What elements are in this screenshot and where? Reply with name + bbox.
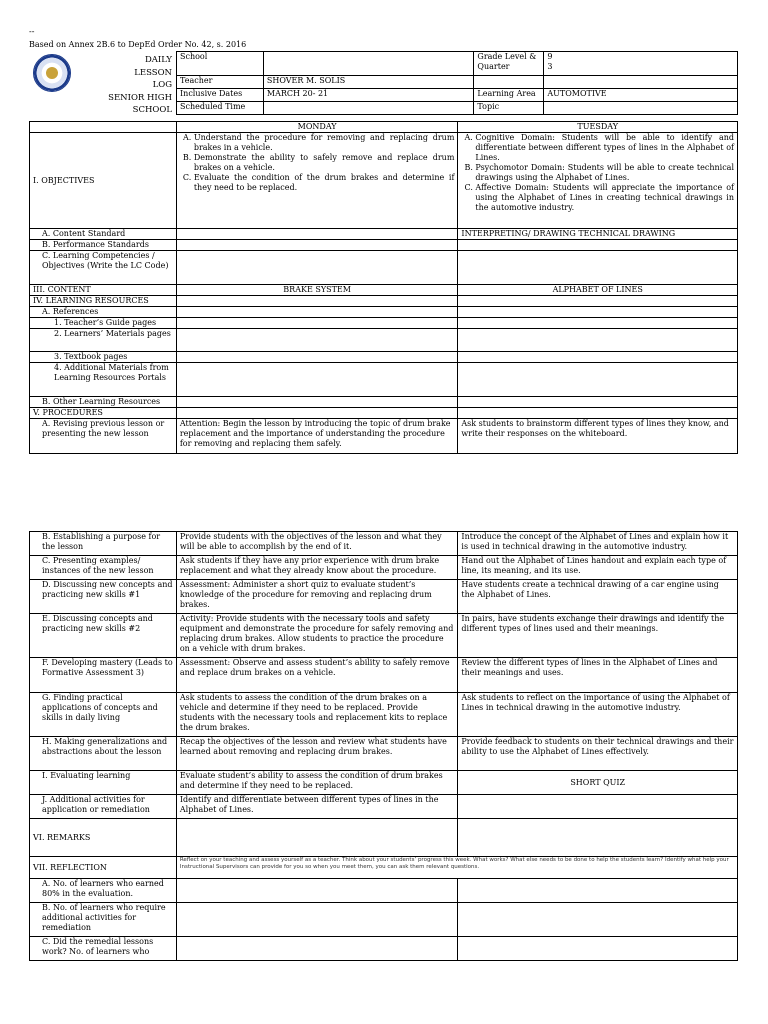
procedure-monday: Recap the objectives of the lesson and review what students have learned about removing and replacing drum brakes. (176, 737, 458, 771)
reviewing-tuesday: Ask students to brainstorm different types of lines they know, and write their responses on the whiteboard. (458, 419, 738, 454)
procedure-label: C. Presenting examples/ instances of the new lesson (30, 556, 177, 580)
objective-item: A. Cognitive Domain: Students will be able to identify and differentiate between different types of lines in the Alphabet of Lines. (475, 133, 734, 163)
procedure-label: J. Additional activities for application or remediation (30, 795, 177, 819)
procedure-monday: Provide students with the objectives of the lesson and what they will be able to accomplish by the end of it. (176, 532, 458, 556)
cell (458, 819, 738, 857)
cell (176, 903, 458, 937)
tuesday-objectives (458, 133, 738, 229)
cell (176, 819, 458, 857)
cell (458, 296, 738, 307)
procedure-monday: Ask students to assess the condition of the drum brakes on a vehicle and determine if they need to be replaced. Provide students with the necessary tools and replacement kits to replace the drum brakes. (176, 693, 458, 737)
grade-value: 9 (547, 52, 553, 61)
topic-label: Topic (474, 102, 544, 115)
corner-cell (30, 122, 177, 133)
content-standard-label: A. Content Standard (30, 229, 177, 240)
references-label: A. References (30, 307, 177, 318)
cell (176, 363, 458, 397)
learning-resources-label: IV. LEARNING RESOURCES (30, 296, 177, 307)
monday-objectives (176, 133, 458, 229)
procedure-tuesday: Hand out the Alphabet of Lines handout and explain each type of line, its meaning, and its use. (458, 556, 738, 580)
other-resources-label: B. Other Learning Resources (30, 397, 177, 408)
content-label: III. CONTENT (30, 285, 177, 296)
quarter-label: Quarter (477, 62, 510, 71)
cell (458, 408, 738, 419)
content-monday: BRAKE SYSTEM (176, 285, 458, 296)
cell (458, 329, 738, 352)
procedure-label: F. Developing mastery (Leads to Formative Assessment 3) (30, 658, 177, 693)
objective-item: B. Demonstrate the ability to safely remove and replace drum brakes on a vehicle. (194, 153, 455, 173)
content-tuesday: ALPHABET OF LINES (458, 285, 738, 296)
objective-item: B. Psychomotor Domain: Students will be able to create technical drawings using the Alphabet of Lines. (475, 163, 734, 183)
cell (176, 408, 458, 419)
topic-value (544, 102, 738, 115)
cell (458, 307, 738, 318)
teacher-label: Teacher (177, 76, 264, 89)
teachers-guide-label: 1. Teacher’s Guide pages (30, 318, 177, 329)
procedure-label: G. Finding practical applications of concepts and skills in daily living (30, 693, 177, 737)
lesson-table-part1 (29, 121, 738, 454)
cell (176, 879, 458, 903)
procedure-tuesday: Introduce the concept of the Alphabet of Lines and explain how it is used in technical drawing in the automotive industry. (458, 532, 738, 556)
reflection-instructions: Reflect on your teaching and assess yourself as a teacher. Think about your students’ progress this week. What works? What else needs to be done to help the students learn? Identify what help your Instructional Supervisors can provide for you so when you meet them, you can ask them relevant questions. (176, 857, 737, 879)
cell (458, 251, 738, 285)
procedure-monday: Assessment: Administer a short quiz to evaluate student’s knowledge of the procedure for removing and replacing drum brakes. (176, 580, 458, 614)
procedure-monday: Ask students if they have any prior experience with drum brake replacement and what they already know about the procedure. (176, 556, 458, 580)
cell (176, 251, 458, 285)
reviewing-lesson-label: A. Revising previous lesson or presenting the new lesson (30, 419, 177, 454)
procedure-tuesday: Ask students to reflect on the importance of using the Alphabet of Lines in technical drawing in the automotive industry. (458, 693, 738, 737)
time-value (263, 102, 474, 115)
area-value: AUTOMOTIVE (544, 89, 738, 102)
cell (176, 318, 458, 329)
procedure-monday: Identify and differentiate between different types of lines in the Alphabet of Lines. (176, 795, 458, 819)
cell (176, 229, 458, 240)
procedure-label: D. Discussing new concepts and practicing new skills #1 (30, 580, 177, 614)
procedure-tuesday: Provide feedback to students on their technical drawings and their ability to use the Alphabet of Lines effectively. (458, 737, 738, 771)
reflection-row-label: C. Did the remedial lessons work? No. of learners who (30, 937, 177, 961)
additional-materials-label: 4. Additional Materials from Learning Resources Portals (30, 363, 177, 397)
procedure-tuesday (458, 795, 738, 819)
procedure-tuesday: In pairs, have students exchange their drawings and identify the different types of lines used and their meanings. (458, 614, 738, 658)
cell (458, 363, 738, 397)
dates-label: Inclusive Dates (177, 89, 264, 102)
procedure-monday: Evaluate student’s ability to assess the condition of drum brakes and determine if they need to be replaced. (176, 771, 458, 795)
objective-item: A. Understand the procedure for removing and replacing drum brakes in a vehicle. (194, 133, 455, 153)
grade-quarter-value (544, 52, 738, 76)
cell (176, 397, 458, 408)
title-line: LOG (152, 80, 172, 90)
objectives-label: I. OBJECTIVES (30, 133, 177, 229)
dates-value: MARCH 20- 21 (263, 89, 474, 102)
procedures-label: V. PROCEDURES (30, 408, 177, 419)
cell (458, 318, 738, 329)
objective-item: C. Evaluate the condition of the drum brakes and determine if they need to be replaced. (194, 173, 455, 193)
textbook-pages-label: 3. Textbook pages (30, 352, 177, 363)
cell (176, 296, 458, 307)
cell (176, 352, 458, 363)
title-line: SENIOR HIGH SCHOOL (108, 92, 172, 115)
cell (458, 937, 738, 961)
dll-title (72, 54, 172, 117)
cell (458, 240, 738, 251)
procedure-label: B. Establishing a purpose for the lesson (30, 532, 177, 556)
grade-label: Grade Level & (477, 52, 537, 61)
objective-item: C. Affective Domain: Students will appreciate the importance of using the Alphabet of Lines in creating technical drawings in the automotive industry. (475, 183, 734, 213)
procedure-tuesday: SHORT QUIZ (458, 771, 738, 795)
cell (458, 879, 738, 903)
procedure-tuesday: Have students create a technical drawing of a car engine using the Alphabet of Lines. (458, 580, 738, 614)
cell (176, 240, 458, 251)
performance-standards-label: B. Performance Standards (30, 240, 177, 251)
cell (176, 307, 458, 318)
dash-marker: -- (29, 27, 35, 36)
procedure-label: I. Evaluating learning (30, 771, 177, 795)
blank-cell (544, 76, 738, 89)
cell (176, 937, 458, 961)
cell (176, 329, 458, 352)
teacher-value: SHOVER M. SOLIS (263, 76, 474, 89)
learning-competencies-label: C. Learning Competencies / Objectives (Write the LC Code) (30, 251, 177, 285)
deped-basis-note: Based on Annex 2B.6 to DepEd Order No. 42, s. 2016 (29, 40, 247, 49)
cell (458, 903, 738, 937)
tuesday-header: TUESDAY (458, 122, 738, 133)
monday-header: MONDAY (176, 122, 458, 133)
procedure-label: H. Making generalizations and abstractions about the lesson (30, 737, 177, 771)
procedure-monday: Assessment: Observe and assess student’s ability to safely remove and replace drum brakes on a vehicle. (176, 658, 458, 693)
blank-cell (474, 76, 544, 89)
procedure-monday: Activity: Provide students with the necessary tools and safety equipment and demonstrate the procedure for safely removing and replacing drum brakes. Allow students to practice the procedure on a vehicle with drum brakes. (176, 614, 458, 658)
area-label: Learning Area (474, 89, 544, 102)
reflection-label: VII. REFLECTION (30, 857, 177, 879)
quarter-value: 3 (547, 62, 553, 71)
header-table (176, 51, 738, 115)
school-label: School (177, 52, 264, 76)
deped-seal-logo (33, 54, 71, 92)
school-value (263, 52, 474, 76)
cell (458, 352, 738, 363)
title-line: LESSON (134, 67, 172, 78)
grade-quarter-label (474, 52, 544, 76)
learners-materials-label: 2. Learners’ Materials pages (30, 329, 177, 352)
procedure-tuesday: Review the different types of lines in the Alphabet of Lines and their meanings and uses. (458, 658, 738, 693)
content-standard-tuesday: INTERPRETING/ DRAWING TECHNICAL DRAWING (458, 229, 738, 240)
cell (458, 397, 738, 408)
remarks-label: VI. REMARKS (30, 819, 177, 857)
reflection-row-label: B. No. of learners who require additional activities for remediation (30, 903, 177, 937)
reflection-row-label: A. No. of learners who earned 80% in the evaluation. (30, 879, 177, 903)
lesson-table-part2 (29, 531, 738, 961)
time-label: Scheduled Time (177, 102, 264, 115)
procedure-label: E. Discussing concepts and practicing new skills #2 (30, 614, 177, 658)
reviewing-monday: Attention: Begin the lesson by introducing the topic of drum brake replacement and the importance of understanding the procedure for removing and replacing them safely. (176, 419, 458, 454)
title-line: DAILY (144, 55, 172, 65)
